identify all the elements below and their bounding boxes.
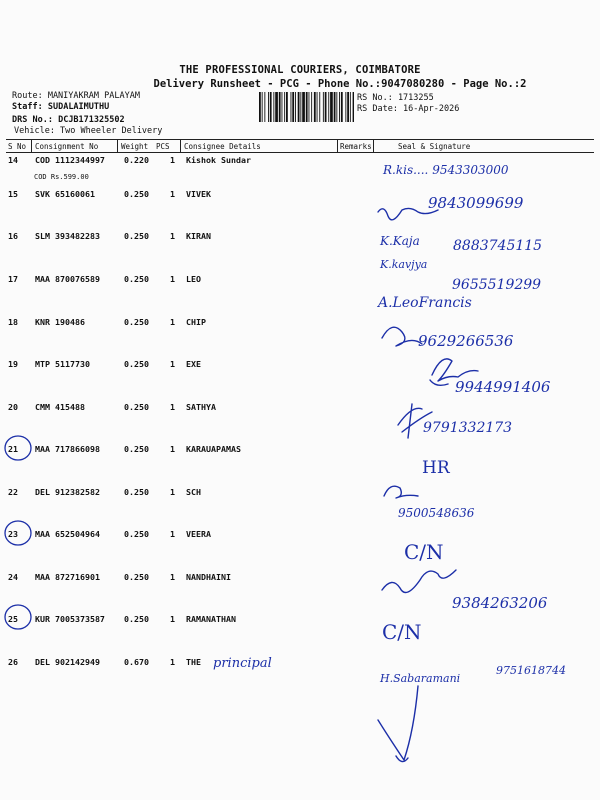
row-consignee: LEO: [186, 274, 201, 284]
row-sno: 14: [8, 155, 18, 165]
row-consignment: SLM 393482283: [35, 231, 100, 241]
row-consignment: COD 1112344997: [35, 155, 105, 165]
row-weight: 0.250: [124, 359, 149, 369]
row-weight: 0.250: [124, 317, 149, 327]
handwritten-phone: 9655519299: [452, 277, 542, 293]
handwritten-signature: K.Kaja: [380, 234, 420, 248]
row-sno: 24: [8, 572, 18, 582]
handwritten-phone: 9843099699: [428, 194, 524, 212]
rs-number: RS No.: 1713255: [357, 93, 434, 103]
row-sno: 15: [8, 189, 18, 199]
row-sno: 20: [8, 402, 18, 412]
row-consignee: EXE: [186, 359, 201, 369]
row-pcs: 1: [170, 359, 175, 369]
row-pcs: 1: [170, 572, 175, 582]
row-weight: 0.250: [124, 487, 149, 497]
row-weight: 0.250: [124, 274, 149, 284]
row-consignee: VIVEK: [186, 189, 211, 199]
handwritten-signature: R.kis.... 9543303000: [383, 163, 509, 177]
row-sno: 18: [8, 317, 18, 327]
row-pcs: 1: [170, 189, 175, 199]
col-header-weight: Weight: [121, 142, 149, 151]
row-weight: 0.250: [124, 402, 149, 412]
row-consignee: KARAUAPAMAS: [186, 444, 241, 454]
handwritten-phone: 9384263206: [452, 594, 548, 612]
company-title: THE PROFESSIONAL COURIERS, COIMBATORE: [179, 64, 421, 76]
row-pcs: 1: [170, 317, 175, 327]
row-sno: 16: [8, 231, 18, 241]
row-consignment: MTP 5117730: [35, 359, 90, 369]
row-weight: 0.250: [124, 572, 149, 582]
row-consignment: DEL 912382582: [35, 487, 100, 497]
col-header-consignee: Consignee Details: [184, 142, 261, 151]
row-consignee: VEERA: [186, 529, 211, 539]
handwritten-initials: HR: [422, 458, 450, 478]
handwritten-phone: 9791332173: [423, 420, 513, 436]
row-sno: 21: [8, 444, 18, 454]
circled-serial: [5, 436, 31, 460]
handwritten-cn: C/N: [382, 620, 422, 644]
row-pcs: 1: [170, 231, 175, 241]
row-weight: 0.220: [124, 155, 149, 165]
handwritten-phone: 9629266536: [418, 332, 514, 350]
row-pcs: 1: [170, 155, 175, 165]
row-consignment: CMM 415488: [35, 402, 85, 412]
signature-scribble: [378, 208, 438, 219]
row-consignee: THE: [186, 657, 201, 667]
row-pcs: 1: [170, 274, 175, 284]
handwritten-phone: 9944991406: [455, 378, 551, 396]
handwritten-signature: A.LeoFrancis: [378, 295, 472, 311]
row-weight: 0.670: [124, 657, 149, 667]
handwritten-phone: 9500548636: [398, 506, 475, 520]
row-consignee: Kishok Sundar: [186, 155, 251, 165]
rs-date: RS Date: 16-Apr-2026: [357, 104, 460, 114]
row-pcs: 1: [170, 657, 175, 667]
row-consignee: SATHYA: [186, 402, 216, 412]
row-consignee: NANDHAINI: [186, 572, 231, 582]
row-pcs: 1: [170, 529, 175, 539]
col-header-sno: S No: [8, 142, 27, 151]
row-consignee: SCH: [186, 487, 201, 497]
row-pcs: 1: [170, 402, 175, 412]
signature-scribble: [382, 570, 456, 593]
signature-scribble: [378, 686, 418, 762]
signature-scribble: [382, 327, 422, 346]
col-header-remarks: Remarks: [340, 142, 372, 151]
row-consignment: KUR 7005373587: [35, 614, 105, 624]
row-consignment: MAA 717866098: [35, 444, 100, 454]
row-consignment: SVK 65160061: [35, 189, 95, 199]
handwritten-signature: H.Sabaramani: [380, 672, 461, 685]
row-sno: 17: [8, 274, 18, 284]
row-consignment: DEL 902142949: [35, 657, 100, 667]
cod-amount: COD Rs.599.00: [34, 173, 89, 181]
circled-serial: [5, 521, 31, 545]
col-header-pcs: PCS: [156, 142, 170, 151]
row-consignee: KIRAN: [186, 231, 211, 241]
row-sno: 22: [8, 487, 18, 497]
handwritten-signature: principal: [213, 656, 272, 671]
drs-label: DRS No.:: [12, 115, 53, 125]
signature-scribble: [384, 486, 418, 498]
staff-label: Staff:: [12, 102, 43, 112]
route-text: Route: MANIYAKRAM PALAYAM: [12, 91, 140, 101]
vehicle-text: Vehicle: Two Wheeler Delivery: [14, 126, 163, 136]
col-header-seal: Seal & Signature: [398, 142, 471, 151]
row-consignment: KNR 190486: [35, 317, 85, 327]
handwritten-phone: 9751618744: [496, 664, 566, 677]
row-weight: 0.250: [124, 529, 149, 539]
runsheet-subtitle: Delivery Runsheet - PCG - Phone No.:9047080280 - Page No.:2: [153, 78, 527, 90]
circled-serial: [5, 605, 31, 629]
row-pcs: 1: [170, 614, 175, 624]
row-pcs: 1: [170, 444, 175, 454]
row-weight: 0.250: [124, 444, 149, 454]
row-consignment: MAA 870076589: [35, 274, 100, 284]
handwritten-signature: K.kavjya: [380, 258, 428, 271]
row-consignment: MAA 652504964: [35, 529, 100, 539]
row-pcs: 1: [170, 487, 175, 497]
row-sno: 26: [8, 657, 18, 667]
row-weight: 0.250: [124, 231, 149, 241]
row-sno: 19: [8, 359, 18, 369]
signature-scribble: [398, 404, 432, 438]
row-consignee: CHIP: [186, 317, 206, 327]
row-consignment: MAA 872716901: [35, 572, 100, 582]
drs-number: DCJB171325502: [58, 115, 125, 125]
signature-scribble: [430, 359, 478, 385]
row-weight: 0.250: [124, 614, 149, 624]
handwritten-phone: 8883745115: [453, 238, 543, 254]
staff-name: SUDALAIMUTHU: [47, 102, 110, 112]
row-consignee: RAMANATHAN: [186, 614, 236, 624]
row-weight: 0.250: [124, 189, 149, 199]
col-header-consignment: Consignment No: [35, 142, 99, 151]
row-sno: 23: [8, 529, 18, 539]
handwritten-cn: C/N: [404, 540, 444, 564]
row-sno: 25: [8, 614, 18, 624]
